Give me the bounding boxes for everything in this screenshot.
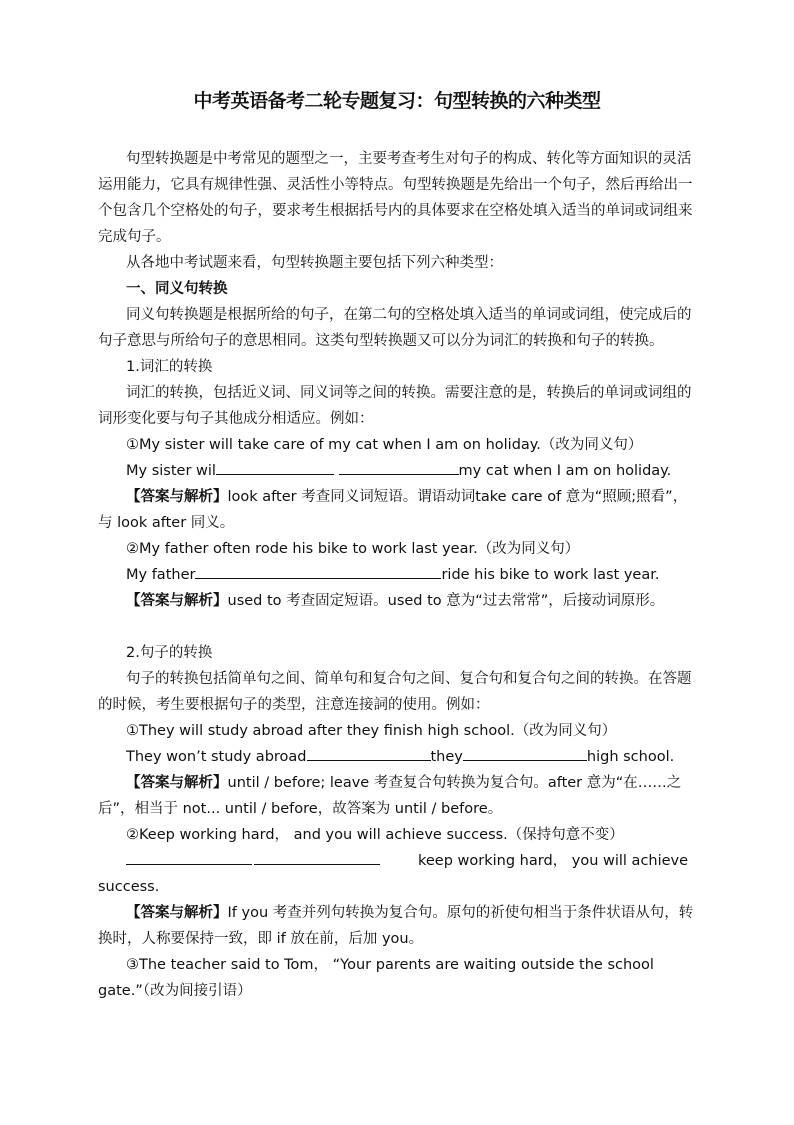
page-title: 中考英语备考二轮专题复习：句型转换的六种类型 — [193, 90, 601, 112]
example-question: ②My father often rode his bike to work last year.（改为同义句） — [126, 541, 580, 557]
answer-blank — [195, 563, 441, 579]
intro-paragraph: 句型转换题是中考常见的题型之一，主要考查考生对句子的构成、转化等方面知识的灵活运用能力，它具有规律性强、灵活性小等特点。句型转换题是先给出一个句子，然后再给出一个包含几个空格处的句子，要求考生根据括号内的具体要求在空格处填入适当的单词或词组来完成句子。 — [98, 151, 693, 245]
answer-blank — [463, 745, 587, 761]
example-answer-line: My father ride his bike to work last year. — [98, 562, 696, 588]
subsection-heading-vocab: 1.词汇的转换 — [126, 359, 213, 375]
answer-explanation: 【答案与解析】look after 考查同义词短语。谓语动词take care of 意为“照顾;照看”，与 look after 同义。 — [98, 489, 688, 531]
spacer — [98, 614, 696, 640]
example-answer-line: They won’t study abroad they high school. — [98, 744, 696, 770]
subsection-description: 句子的转换包括简单句之间、简单句和复合句之间、复合句和复合句之间的转换。在答题的时候，考生要根据句子的类型，注意连接詞的使用。例如： — [98, 671, 692, 713]
answer-explanation: 【答案与解析】If you 考查并列句转换为复合句。原句的祈使句相当于条件状语从句，转换时，人称要保持一致，即 if 放在前，后加 you。 — [98, 905, 694, 947]
answer-blank — [126, 849, 252, 865]
answer-explanation: 【答案与解析】used to 考查固定短语。used to 意为“过去常常”，后接动词原形。 — [126, 593, 665, 609]
answer-blank — [339, 459, 459, 475]
answer-blank — [307, 745, 431, 761]
answer-explanation: 【答案与解析】until / before; leave 考查复合句转换为复合句。after 意为“在……之后”，相当于 not... until / before，故答案为 until / before。 — [98, 775, 682, 817]
document-body — [98, 146, 696, 1004]
example-question: ③The teacher said to Tom， “Your parents are waiting outside the school gate.”（改为间接引语） — [98, 957, 654, 999]
section-description: 同义句转换题是根据所给的句子，在第二句的空格处填入适当的单词或词组，使完成后的句子意思与所给句子的意思相同。这类句型转换题又可以分为词汇的转换和句子的转换。 — [98, 307, 692, 349]
example-question: ①My sister will take care of my cat when I am on holiday.（改为同义句） — [126, 437, 643, 453]
example-question: ②Keep working hard， and you will achieve success.（保持句意不变） — [126, 827, 624, 843]
subsection-description: 词汇的转换，包括近义词、同义词等之间的转换。需要注意的是，转换后的单词或词组的词形变化要与句子其他成分相适应。例如： — [98, 385, 692, 427]
example-answer-line: keep working hard， you will achieve — [98, 848, 696, 874]
answer-blank — [216, 459, 334, 475]
subsection-heading-sentence: 2.句子的转换 — [126, 645, 213, 661]
answer-blank — [254, 849, 380, 865]
example-answer-line: My sister wil my cat when I am on holiday. — [98, 458, 696, 484]
intro-types-paragraph: 从各地中考试题来看，句型转换题主要包括下列六种类型： — [126, 255, 503, 271]
example-answer-continuation: success. — [98, 879, 160, 895]
example-question: ①They will study abroad after they finish high school.（改为同义句） — [126, 723, 617, 739]
section-heading-synonym: 一、同义句转换 — [126, 281, 228, 297]
